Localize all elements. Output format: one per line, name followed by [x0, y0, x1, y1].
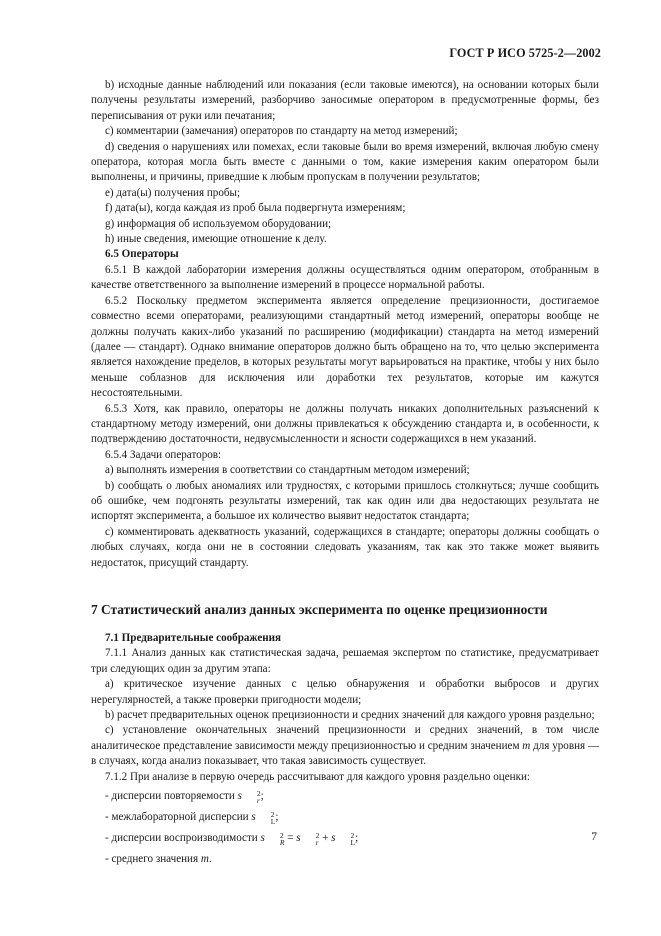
sup-sub: [243, 790, 261, 804]
superscript: 2: [256, 788, 261, 798]
subsection-title-7-1: 7.1 Предварительные соображения: [105, 632, 282, 644]
list-item-f: f) дата(ы), когда каждая из проб была подвергнута измерениям;: [105, 202, 406, 215]
page-content: [91, 78, 599, 871]
superscript: 2: [315, 830, 320, 840]
estimate-label: - межлабораторной дисперсии: [105, 811, 249, 824]
paragraph-6-5-1: 6.5.1 В каждой лаборатории измерения должны осуществляться одним оператором, отобранным в качестве ответственного за выполнение измерений в процессе нормальной работы.: [91, 263, 599, 292]
symbol-s: s: [260, 832, 265, 845]
punctuation: ;: [260, 790, 264, 803]
superscript: 2: [279, 830, 284, 840]
sup-sub: [257, 809, 279, 826]
superscript: 2: [270, 809, 275, 819]
list-item-b: b) исходные данные наблюдений или показания (если таковые имеются), на основании которых были получены результаты измерений, разборчиво заносимые оператором в предусмотренные формы, без переписывания от руки или печатания;: [91, 79, 599, 122]
estimate-interlab: [77, 808, 599, 826]
estimate-mean: [77, 850, 599, 868]
list-item-e: e) дата(ы) получения пробы;: [105, 186, 241, 199]
subscript: L: [270, 816, 276, 826]
operator-task-c: c) комментировать адекватность указаний, содержащихся в стандарте; операторы должны сообщать о любых случаях, когда они не в состоянии следовать указаниям, так как это также может выявить недостаток, присущий стандарту.: [91, 525, 599, 569]
list-item-h: h) иные сведения, имеющие отношение к делу.: [105, 233, 327, 246]
list-item-g: g) информация об используемом оборудовании;: [105, 217, 332, 230]
punctuation: ;: [355, 832, 359, 845]
symbol-m: m: [522, 739, 531, 752]
paragraph-6-5-4: 6.5.4 Задачи операторов:: [105, 448, 222, 461]
paragraph-6-5-2: 6.5.2 Поскольку предметом эксперимента является определение прецизионности, достигаемое совместно всеми операторами, реализующими стандартный метод измерений, операторы вообще не должны получать каких-либо указаний по расширению (модификации) стандарта на метод измерений (далее — стандарт). Однако внимание операторов должно быть обращено на то, что целью эксперимента является нахождение пределов, в которых результаты могут варьироваться на практике, чтобы у них было меньше соблазнов для исключения или доработки тех результатов, которые им кажутся несостоятельными.: [91, 294, 599, 400]
stage-a: a) критическое изучение данных с целью обнаружения и обработки выбросов и других нерегулярностей, а также проверки пригодности модели;: [91, 678, 599, 706]
operator-task-a: a) выполнять измерения в соответствии со стандартным методом измерений;: [105, 464, 470, 477]
paragraph-7-1-2: 7.1.2 При анализе в первую очередь рассчитывают для каждого уровня раздельно оценки:: [105, 770, 530, 783]
symbol-s: s: [296, 832, 301, 845]
estimate-label: - дисперсии воспроизводимости: [105, 832, 258, 845]
punctuation: ;: [275, 811, 279, 824]
subscript: L: [350, 837, 356, 847]
superscript: 2: [350, 830, 355, 840]
subscript: R: [279, 837, 285, 847]
stage-b: b) расчет предварительных оценок прецизионности и средних значений для каждого уровня раздельно;: [105, 709, 595, 722]
paragraph-7-1-1: 7.1.1 Анализ данных как статистическая задача, решаемая экспертом по статистике, предусматривает три следующих один за другим этапа:: [91, 647, 599, 675]
standard-code-header: ГОСТ Р ИСО 5725-2—2002: [449, 46, 601, 60]
stage-c-text-after: для уровня — в случаях, когда анализ показывает, что такая зависимость существует.: [91, 739, 600, 768]
subscript: r: [256, 795, 260, 805]
section-title-7: 7 Статистический анализ данных эксперимента по оценке прецизионности: [91, 602, 548, 617]
plus-sign: +: [322, 832, 329, 845]
estimate-label: - дисперсии повторяемости: [105, 790, 235, 803]
paragraph-6-5-3: 6.5.3 Хотя, как правило, операторы не должны получать никаких дополнительных разъяснений к стандартному методу измерений, они должны привлекаться к обсуждению стандарта и, в особенности, к подтверждению достаточности, недвусмысленности и ясности содержащихся в нем указаний.: [91, 402, 599, 446]
section-heading-6-5: 6.5 Операторы: [105, 248, 179, 261]
sup-sub: [266, 832, 285, 846]
punctuation: .: [208, 853, 212, 866]
stage-c-text-before: c) установление окончательных значений прецизионности и средних значений, в том числе аналитическое представление зависимости между прецизионностью и средним значением: [91, 724, 599, 752]
symbol-s: s: [237, 790, 242, 803]
page-number: 7: [591, 831, 597, 843]
estimate-reproducibility: [77, 829, 599, 847]
list-item-c: c) комментарии (замечания) операторов по стандарту на метод измерений;: [105, 125, 458, 138]
estimate-repeatability: [77, 787, 599, 805]
equals-sign: =: [287, 832, 294, 845]
estimate-label: - среднего значения: [105, 853, 199, 866]
operator-task-b: b) сообщать о любых аномалиях или трудностях, с которыми пришлось столкнуться; лучше сообщить об ошибке, чем подгонять результаты измерений, так как один или два недостающих результата не испортят эксперимента, а большое их количество выявит недостаток стандарта;: [91, 479, 599, 523]
stage-c: [77, 723, 599, 769]
symbol-m: m: [200, 853, 209, 866]
subscript: r: [315, 837, 319, 847]
sup-sub: [337, 830, 359, 847]
list-item-d: d) сведения о нарушениях или помехах, если таковые были во время измерений, включая любую смену оператора, которая могла быть вместе с данными о том, какие измерения каким оператором были выполнены, и причины, приведшие к любым пропускам в получении результатов;: [91, 140, 599, 184]
symbol-s: s: [251, 811, 256, 824]
sup-sub: [302, 832, 320, 846]
symbol-s: s: [331, 832, 336, 845]
